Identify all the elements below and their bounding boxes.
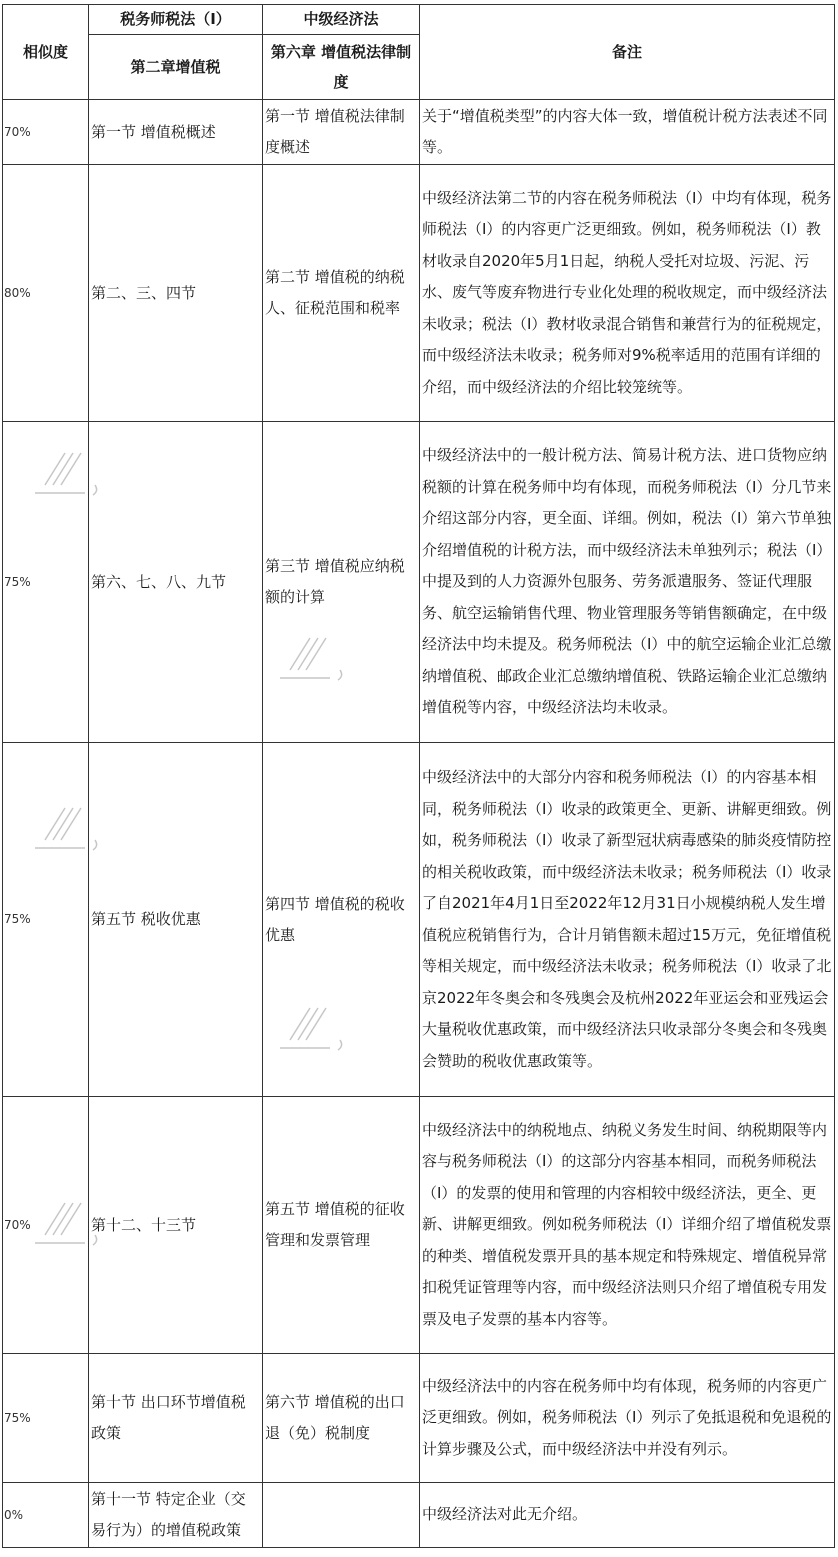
- tax-section-cell: 第十二、十三节: [89, 1097, 263, 1354]
- similarity-cell: 0%: [3, 1483, 89, 1548]
- header-similarity: 相似度: [3, 5, 89, 100]
- table-row: [3, 165, 835, 422]
- comparison-table: [2, 4, 835, 1548]
- table-row: [3, 1354, 835, 1483]
- econ-section-cell: 第五节 增值税的征收管理和发票管理: [263, 1097, 420, 1354]
- remark-cell: 关于“增值税类型”的内容大体一致，增值税计税方法表述不同等。: [420, 100, 835, 165]
- remark-cell: 中级经济法对此无介绍。: [420, 1483, 835, 1548]
- econ-section-cell: 第二节 增值税的纳税人、征税范围和税率: [263, 165, 420, 422]
- econ-section-cell: 第三节 增值税应纳税额的计算: [263, 422, 420, 743]
- remark-cell: 中级经济法中的一般计税方法、简易计税方法、进口货物应纳税额的计算在税务师中均有体现，而税务师税法（Ⅰ）分几节来介绍这部分内容，更全面、详细。例如，税法（Ⅰ）第六节单独介绍增值税的计税方法，而中级经济法未单独列示；税法（Ⅰ）中提及到的人力资源外包服务、劳务派遣服务、签证代理服务、航空运输销售代理、物业管理服务等销售额确定，在中级经济法中均未提及。税务师税法（Ⅰ）中的航空运输企业汇总缴纳增值税、邮政企业汇总缴纳增值税、铁路运输企业汇总缴纳增值税等内容，中级经济法均未收录。: [420, 422, 835, 743]
- remark-cell: 中级经济法中的纳税地点、纳税义务发生时间、纳税期限等内容与税务师税法（Ⅰ）的这部分内容基本相同，而税务师税法（Ⅰ）的发票的使用和管理的内容相较中级经济法，更全、更新、讲解更细致。例如税务师税法（Ⅰ）详细介绍了增值税发票的种类、增值税发票开具的基本规定和特殊规定、增值税异常扣税凭证管理等内容，而中级经济法则只介绍了增值税专用发票及电子发票的基本内容等。: [420, 1097, 835, 1354]
- header-remark: 备注: [420, 5, 835, 100]
- tax-section-cell: 第二、三、四节: [89, 165, 263, 422]
- remark-cell: 中级经济法中的大部分内容和税务师税法（Ⅰ）的内容基本相同，税务师税法（Ⅰ）收录的政策更全、更新、讲解更细致。例如，税务师税法（Ⅰ）收录了新型冠状病毒感染的肺炎疫情防控的相关税收政策，而中级经济法未收录；税务师税法（Ⅰ）收录了自2021年4月1日至2022年12月31日小规模纳税人发生增值税应税销售行为，合计月销售额未超过15万元，免征增值税等相关规定，而中级经济法未收录；税务师税法（Ⅰ）收录了北京2022年冬奥会和冬残奥会及杭州2022年亚运会和亚残运会大量税收优惠政策，而中级经济法只收录部分冬奥会和冬残奥会赞助的税收优惠政策等。: [420, 743, 835, 1097]
- table-row: [3, 422, 835, 743]
- table-row: [3, 1483, 835, 1548]
- header-econ-chapter: 第六章 增值税法律制度: [263, 35, 420, 100]
- econ-section-cell: 第四节 增值税的税收优惠: [263, 743, 420, 1097]
- similarity-cell: 75%: [3, 1354, 89, 1483]
- tax-section-cell: 第十一节 特定企业（交易行为）的增值税政策: [89, 1483, 263, 1548]
- econ-section-cell: [263, 1483, 420, 1548]
- table-row: [3, 100, 835, 165]
- tax-section-cell: 第十节 出口环节增值税政策: [89, 1354, 263, 1483]
- econ-section-cell: 第一节 增值税法律制度概述: [263, 100, 420, 165]
- remark-cell: 中级经济法第二节的内容在税务师税法（Ⅰ）中均有体现，税务师税法（Ⅰ）的内容更广泛更细致。例如，税务师税法（Ⅰ）教材收录自2020年5月1日起，纳税人受托对垃圾、污泥、污水、废气等废弃物进行专业化处理的税收规定，而中级经济法未收录；税法（Ⅰ）教材收录混合销售和兼营行为的征税规定，而中级经济法未收录；税务师对9%税率适用的范围有详细的介绍，而中级经济法的介绍比较笼统等。: [420, 165, 835, 422]
- header-econ-book: 中级经济法: [263, 5, 420, 35]
- tax-section-cell: 第一节 增值税概述: [89, 100, 263, 165]
- table-row: [3, 1097, 835, 1354]
- econ-section-cell: 第六节 增值税的出口退（免）税制度: [263, 1354, 420, 1483]
- tax-section-cell: 第六、七、八、九节: [89, 422, 263, 743]
- similarity-cell: 75%: [3, 422, 89, 743]
- similarity-cell: 70%: [3, 100, 89, 165]
- similarity-cell: 80%: [3, 165, 89, 422]
- header-tax-book: 税务师税法（Ⅰ）: [89, 5, 263, 35]
- similarity-cell: 75%: [3, 743, 89, 1097]
- similarity-cell: 70%: [3, 1097, 89, 1354]
- header-tax-chapter: 第二章增值税: [89, 35, 263, 100]
- remark-cell: 中级经济法中的内容在税务师中均有体现，税务师的内容更广泛更细致。例如，税务师税法（Ⅰ）列示了免抵退税和免退税的计算步骤及公式，而中级经济法中并没有列示。: [420, 1354, 835, 1483]
- table-row: [3, 743, 835, 1097]
- tax-section-cell: 第五节 税收优惠: [89, 743, 263, 1097]
